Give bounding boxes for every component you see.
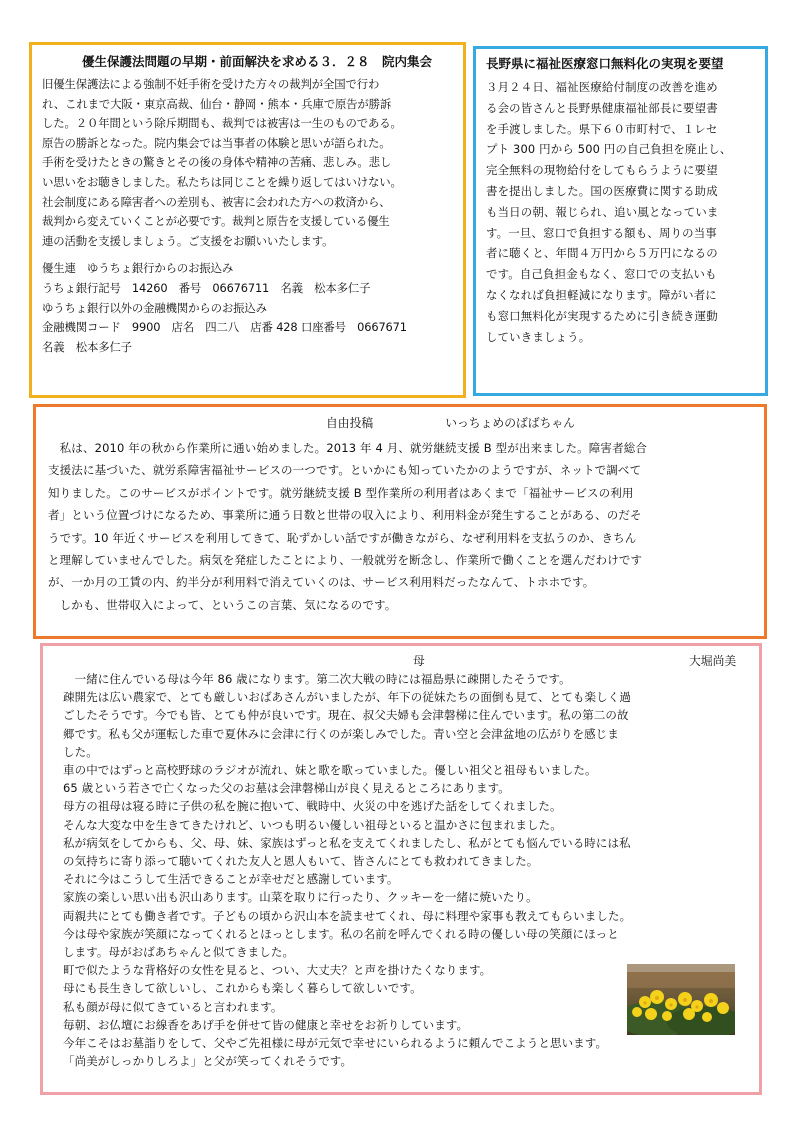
transfer-line: うちょ銀行記号 14260 番号 06676711 名義 松本多仁子 bbox=[42, 280, 371, 295]
mother-essay-line: 私が病気をしてからも、父、母、妹、家族はずっと私を支えてくれましたし、私がとても悩んでいる時には私 bbox=[63, 835, 631, 850]
free-contribution-author: いっちょめのばばちゃん bbox=[445, 416, 575, 430]
mother-essay-line: 今は母や家族が笑顔になってくれるとほっとします。私の名前を呼んでくれる時の優しい母の笑顔にほっと bbox=[63, 926, 619, 941]
mother-essay-line: そんな大変な中を生きてきたけれど、いつも明るい優しい祖母といると温かさに包まれました。 bbox=[63, 817, 562, 832]
mother-essay-line: 私も顔が母に似てきていると言われます。 bbox=[63, 999, 283, 1014]
mother-essay-author: 大堀尚美 bbox=[689, 654, 737, 668]
eugenics-line: 連の活動を支援しましょう。ご支援をお願いいたします。 bbox=[42, 233, 334, 248]
nagano-line: 者に聴くと、年間４万円から５万円になるの bbox=[486, 246, 718, 261]
nagano-article-box bbox=[473, 46, 768, 396]
mother-essay-line: の気持ちに寄り添って聴いてくれた友人と恩人もいて、皆さんにとても救われてきました。 bbox=[63, 854, 539, 869]
free-contribution-box bbox=[33, 404, 767, 639]
mother-essay-header bbox=[63, 652, 749, 670]
nagano-line: ３月２４日、福祉医療給付制度の改善を進め bbox=[486, 80, 718, 94]
eugenics-line: れ、これまで大阪・東京高裁、仙台・静岡・熊本・兵庫で原告が勝訴 bbox=[42, 96, 392, 111]
free-contribution-header bbox=[48, 413, 752, 433]
mother-essay-line: 両親共にとても働き者です。子どもの頃から沢山本を読ませてくれ、母に料理や家事も教えてもらいました。 bbox=[63, 908, 632, 923]
transfer-line: 名義 松本多仁子 bbox=[42, 339, 132, 354]
free-contribution-line: と理解していませんでした。病気を発症したことにより、一般就労を断念し、作業所で働くことを選んだわけです bbox=[48, 553, 643, 568]
flower-photo bbox=[627, 964, 735, 1035]
eugenics-title: 優生保護法問題の早期・前面解決を求める３．２８ 院内集会 bbox=[82, 54, 433, 69]
nagano-line: なくなれば負担軽減になります。障がい者に bbox=[486, 287, 717, 302]
eugenics-article-box bbox=[29, 42, 466, 398]
mother-essay-line: 町で似たような背格好の女性を見ると、つい、大丈夫？と声を掛けたくなります。 bbox=[63, 963, 492, 978]
free-contribution-line: 知りました。このサービスがポイントです。就労継続支援 B 型作業所の利用者はあくまで「福祉サービスの利用 bbox=[48, 485, 634, 500]
eugenics-line: 旧優生保護法による強制不妊手術を受けた方々の裁判が全国で行わ bbox=[42, 77, 380, 91]
mother-essay-line: ごしたそうです。今でも皆、とても仲が良いです。現在、叔父夫婦も会津磐梯に住んでいます。私の第二の故 bbox=[63, 708, 629, 723]
free-contribution-line: うです。10 年近くサービスを利用してきて、恥ずかしい話ですが働きながら、なぜ利用料を支払うのか、きちん bbox=[48, 530, 637, 545]
mother-essay-line: 家族の楽しい思い出も沢山あります。山菜を取りに行ったり、クッキーを一緒に焼いたり。 bbox=[63, 890, 538, 905]
mother-essay-line: それに今はこうして生活できることが幸せだと感謝しています。 bbox=[63, 872, 399, 887]
nagano-line: も当日の朝、報じられ、追い風となっていま bbox=[486, 204, 719, 219]
mother-essay-line: します。母がおばあちゃんと似てきました。 bbox=[63, 945, 295, 960]
mother-essay-line: 郷です。私も父が運転した車で夏休みに会津に行くのが楽しみでした。青い空と会津盆地の広がりを感じま bbox=[63, 726, 619, 741]
nagano-title: 長野県に福祉医療窓口無料化の実現を要望 bbox=[486, 56, 724, 71]
nagano-line: も窓口無料化が実現するために引き続き運動 bbox=[486, 308, 718, 323]
eugenics-line: 裁判から変えていくことが必要です。裁判と原告を支援している優生 bbox=[42, 214, 390, 229]
free-contribution-line: 者」という位置づけになるため、事業所に通う日数と世帯の収入により、利用料金が発生することがある、のだそ bbox=[48, 508, 642, 523]
nagano-line: していきましょう。 bbox=[486, 329, 591, 344]
eugenics-line: した。２０年間という除斥期間も、裁判では被害は一生のものである。 bbox=[42, 116, 402, 131]
nagano-line: です。自己負担金もなく、窓口での支払いも bbox=[486, 267, 717, 282]
nagano-line: を手渡しました。県下６０市町村で、１レセ bbox=[486, 121, 718, 136]
mother-essay-line: 毎朝、お仏壇にお線香をあげ手を併せて皆の健康と幸せをお祈りしています。 bbox=[63, 1017, 469, 1032]
mother-essay-line: 「尚美がしっかりしろよ」と父が笑ってくれそうです。 bbox=[63, 1054, 353, 1069]
free-contribution-line: しかも、世帯収入によって、というこの言葉、気になるのです。 bbox=[48, 597, 397, 612]
eugenics-line: 手術を受けたときの驚きとその後の身体や精神の苦痛、悲しみ。悲し bbox=[42, 155, 392, 170]
mother-essay-heading: 母 bbox=[413, 654, 425, 668]
nagano-line: プト 300 円から 500 円の自己負担を廃止し、 bbox=[486, 142, 732, 157]
mother-essay-line: 車の中ではずっと高校野球のラジオが流れ、妹と歌を歌っていました。優しい祖父と祖母もいました。 bbox=[63, 763, 597, 778]
eugenics-line: 原告の勝訴となった。院内集会では当事者の体験と思いが語られた。 bbox=[42, 135, 391, 150]
eugenics-line: 社会制度にある障害者への差別も、被害に会われた方への救済から、 bbox=[42, 194, 391, 209]
free-contribution-heading: 自由投稿 bbox=[326, 416, 374, 430]
transfer-line: ゆうちょ銀行以外の金融機関からのお振込み bbox=[42, 300, 267, 315]
nagano-line: 完全無料の現物給付をしてもらうように要望 bbox=[486, 163, 718, 178]
mother-essay-line: した。 bbox=[63, 744, 98, 759]
free-contribution-line: 私は、2010 年の秋から作業所に通い始めました。2013 年 4 月、就労継続支援 B 型が出来ました。障害者総合 bbox=[48, 441, 648, 455]
nagano-line: す。一旦、窓口で負担する額も、周りの当事 bbox=[486, 225, 717, 240]
eugenics-line: い思いをお聴きしました。私たちは同じことを繰り返してはいけない。 bbox=[42, 174, 402, 189]
nagano-line: 書を提出しました。国の医療費に関する助成 bbox=[486, 183, 718, 198]
mother-essay-line: 母方の祖母は寝る時に子供の私を腕に抱いて、戦時中、火災の中を逃げた話をしてくれました。 bbox=[63, 799, 562, 814]
mother-essay-line: 母にも長生きして欲しいし、これからも楽しく暮らして欲しいです。 bbox=[63, 981, 422, 996]
free-contribution-line: が、一か月の工賃の内、約半分が利用料で消えていくのは、サービス利用料だったなんて、トホホです。 bbox=[48, 575, 595, 590]
spacer bbox=[42, 251, 455, 259]
transfer-line: 優生連 ゆうちょ銀行からのお振込み bbox=[42, 261, 234, 276]
transfer-line: 金融機関コード 9900 店名 四二八 店番 428 口座番号 0667671 bbox=[42, 320, 407, 335]
nagano-line: る会の皆さんと長野県健康福祉部長に要望書 bbox=[486, 100, 718, 115]
mother-essay-line: 65 歳という若さで亡くなった父のお墓は会津磐梯山が良く見えるところにあります。 bbox=[63, 781, 510, 796]
mother-essay-line: 今年こそはお墓詣りをして、父やご先祖様に母が元気で幸せにいられるように頼んでこようと思います。 bbox=[63, 1036, 608, 1051]
mother-essay-line: 一緒に住んでいる母は今年 86 歳になります。第二次大戦の時には福島県に疎開したそうです。 bbox=[63, 672, 571, 686]
free-contribution-line: 支援法に基づいた、就労系障害福祉サービスの一つです。といかにも知っていたかのようですが、ネットで調べて bbox=[48, 463, 642, 478]
mother-essay-line: 疎開先は広い農家で、とても厳しいおばあさんがいましたが、年下の従妹たちの面倒も見て、とても楽しく過 bbox=[63, 690, 631, 705]
